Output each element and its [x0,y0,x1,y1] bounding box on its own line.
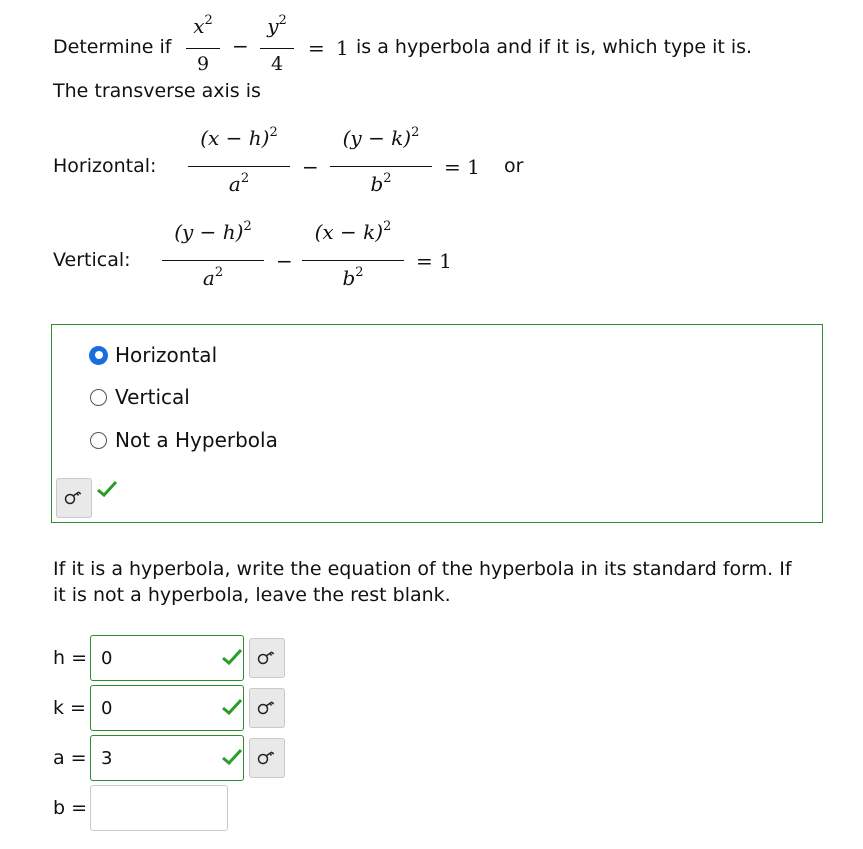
k-value: 0 [101,697,113,719]
horizontal-rhs: = 1 [444,155,480,179]
radio-not-hyperbola[interactable] [90,432,107,449]
key-icon [257,701,277,715]
part2-instructions: If it is a hyperbola, write the equation of the hyperbola in its standard form. If it is not a hyperbola, leave the rest blank. [53,558,792,606]
show-answer-button-k[interactable] [249,688,285,728]
horizontal-term-1: $(x - h)^2$ $a^2$ [188,126,290,204]
checkmark-icon [221,698,243,716]
vertical-minus: − [276,249,293,273]
checkmark-icon [221,648,243,666]
key-icon [257,751,277,765]
choice-not-hyperbola-label: Not a Hyperbola [115,428,278,452]
choice-vertical[interactable] [90,382,190,412]
question-prefix: Determine if [53,36,172,58]
vertical-rhs: = 1 [416,249,452,273]
choice-not-hyperbola[interactable] [90,425,278,455]
fraction-y2-over-4: $y^2$ 4 [260,14,294,84]
horizontal-minus: − [302,155,319,179]
b-label: b = [53,797,88,819]
horizontal-form-label: Horizontal: [53,155,157,177]
choice-vertical-label: Vertical [115,385,190,409]
fraction-x2-over-9: $x^2$ 9 [186,14,220,84]
a-label: a = [53,747,87,769]
choice-horizontal[interactable] [90,340,217,370]
checkmark-icon [96,480,118,498]
equals-sign: = [308,36,325,60]
checkmark-icon [221,748,243,766]
radio-vertical[interactable] [90,389,107,406]
show-answer-button-a[interactable] [249,738,285,778]
question-suffix: is a hyperbola and if it is, which type it is. [356,36,753,58]
vertical-form-label: Vertical: [53,249,131,271]
show-answer-button-choice[interactable] [56,478,92,518]
h-value: 0 [101,647,113,669]
a-value: 3 [101,747,113,769]
key-icon [64,491,84,505]
minus-sign: − [232,34,249,58]
rhs-one: 1 [336,36,349,60]
b-input[interactable] [90,785,228,831]
transverse-axis-text: The transverse axis is [53,80,261,102]
h-label: h = [53,647,88,669]
vertical-term-1: $(y - h)^2$ $a^2$ [162,220,264,298]
vertical-term-2: $(x - k)^2$ $b^2$ [302,220,404,298]
key-icon [257,651,277,665]
or-text: or [504,155,524,177]
k-label: k = [53,697,86,719]
horizontal-term-2: $(y - k)^2$ $b^2$ [330,126,432,204]
choice-horizontal-label: Horizontal [115,343,218,367]
show-answer-button-h[interactable] [249,638,285,678]
radio-horizontal[interactable] [90,347,107,364]
